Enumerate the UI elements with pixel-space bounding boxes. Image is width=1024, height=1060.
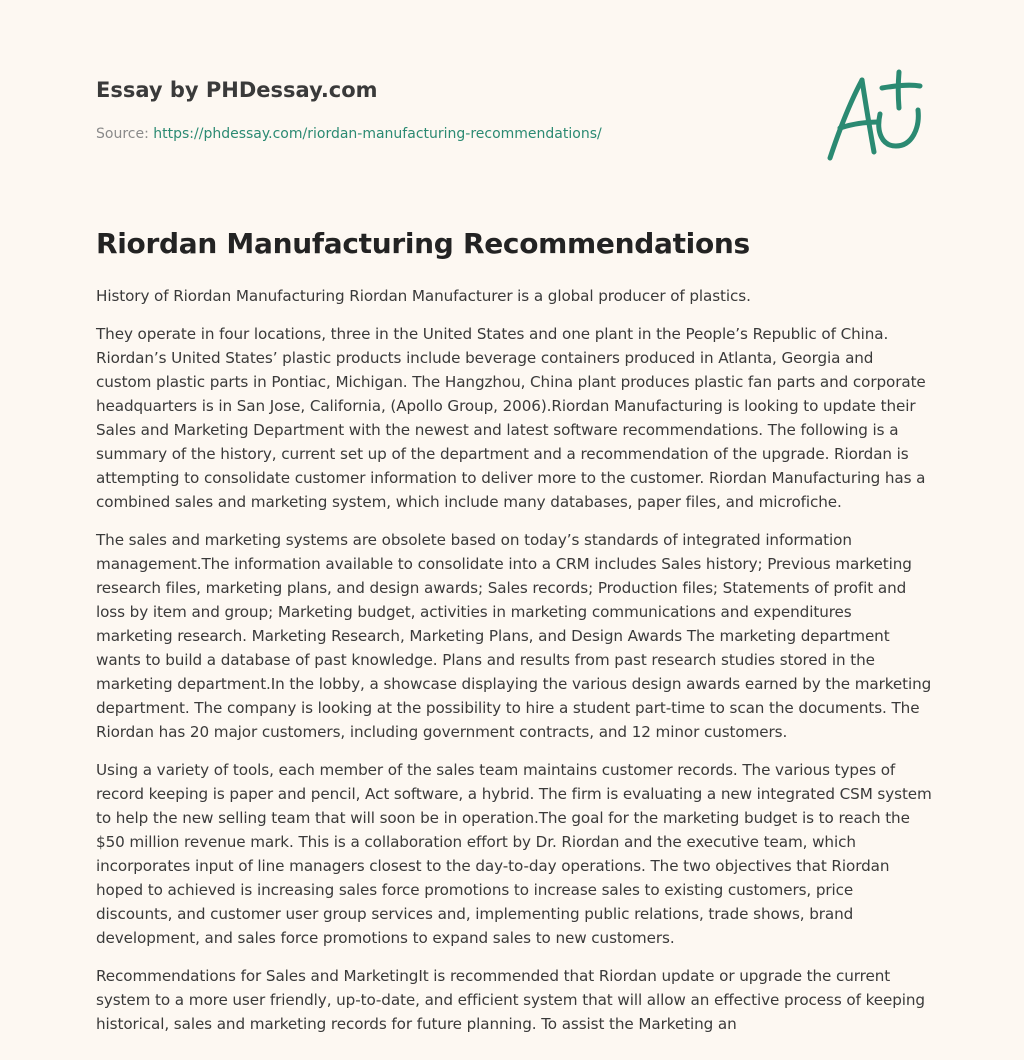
article-paragraph: The sales and marketing systems are obsolete based on today’s standards of integrated information management.The information available to consolidate into a CRM includes Sales history; Previous marketing research files, marketing plans, and design awards; Sales records; Production files; Statements of profit and loss by item and group; Marketing budget, activities in marketing communications and expenditures marketing research. Marketing Research, Marketing Plans, and Design Awards The marketing department wants to build a database of past knowledge. Plans and results from past research studies stored in the marketing department.In the lobby, a showcase displaying the various design awards earned by the marketing department. The company is looking at the possibility to hire a student part-time to scan the documents. The Riordan has 20 major customers, including government contracts, and 12 minor customers. [96,531,932,741]
article-paragraph: History of Riordan Manufacturing Riordan Manufacturer is a global producer of plastics. [96,287,751,305]
article-paragraph: They operate in four locations, three in the United States and one plant in the People’s Republic of China. Riordan’s United States’ plastic products include beverage containers produced in Atlanta, Georgia and custom plastic parts in Pontiac, Michigan. The Hangzhou, China plant produces plastic fan parts and corporate headquarters is in San Jose, California, (Apollo Group, 2006).Riordan Manufacturing is looking to update their Sales and Marketing Department with the newest and latest software recommendations. The following is a summary of the history, current set up of the department and a recommendation of the upgrade. Riordan is attempting to consolidate customer information to deliver more to the customer. Riordan Manufacturing has a combined sales and marketing system, which include many databases, paper files, and microfiche. [96,325,926,511]
source-link[interactable]: https://phdessay.com/riordan-manufacturing-recommendations/ [153,126,602,142]
article-body [96,284,932,1050]
site-brand: Essay by PHDessay.com [96,78,378,102]
a-plus-grade-icon [820,66,930,166]
article-title: Riordan Manufacturing Recommendations [96,227,750,260]
article-paragraph: Using a variety of tools, each member of the sales team maintains customer records. The various types of record keeping is paper and pencil, Act software, a hybrid. The firm is evaluating a new integrated CSM system to help the new selling team that will soon be in operation.The goal for the marketing budget is to reach the $50 million revenue mark. This is a collaboration effort by Dr. Riordan and the executive team, which incorporates input of line managers closest to the day-to-day operations. The two objectives that Riordan hoped to achieved is increasing sales force promotions to increase sales to existing customers, price discounts, and customer user group services and, implementing public relations, trade shows, brand development, and sales force promotions to expand sales to new customers. [96,761,932,947]
source-line [96,124,796,144]
source-label: Source: [96,126,154,142]
article-paragraph: Recommendations for Sales and MarketingIt is recommended that Riordan update or upgrade the current system to a more user friendly, up-to-date, and efficient system that will allow an effective process of keeping historical, sales and marketing records for future planning. To assist the Marketing an [96,967,925,1033]
site-header [96,76,796,144]
